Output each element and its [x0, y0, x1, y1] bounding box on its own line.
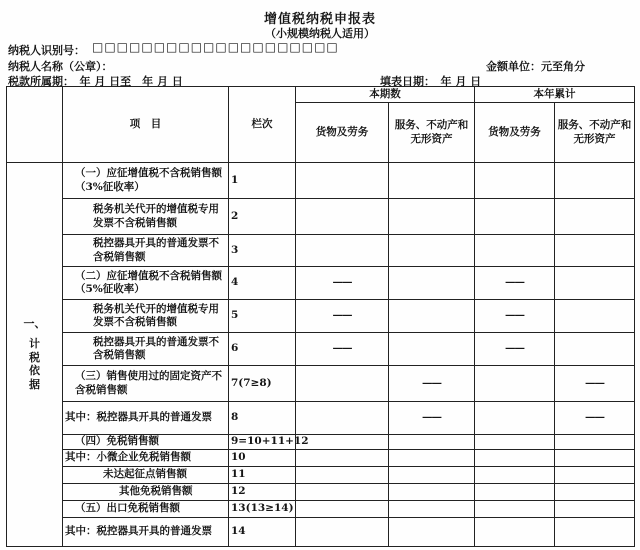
- amount-input-cell[interactable]: [389, 435, 475, 450]
- amount-input-cell[interactable]: [389, 267, 475, 300]
- amount-input-cell[interactable]: [475, 450, 555, 467]
- amount-input-cell[interactable]: [296, 484, 389, 501]
- amount-input-cell[interactable]: [475, 163, 555, 199]
- amount-input-cell[interactable]: [555, 501, 635, 518]
- not-applicable-cell: ——: [475, 267, 555, 300]
- amount-input-cell[interactable]: [555, 163, 635, 199]
- taxpayer-id-label: 纳税人识别号：: [8, 44, 85, 57]
- table-row: [7, 267, 635, 300]
- amount-input-cell[interactable]: [555, 467, 635, 484]
- amount-input-cell[interactable]: [389, 518, 475, 547]
- amount-input-cell[interactable]: [389, 484, 475, 501]
- row-item-label: 其中：税控器具开具的普通发票: [63, 518, 229, 547]
- not-applicable-cell: ——: [296, 333, 389, 366]
- amount-input-cell[interactable]: [475, 518, 555, 547]
- header-item: 项 目: [63, 87, 229, 163]
- table-row: [7, 518, 635, 547]
- not-applicable-cell: ——: [475, 333, 555, 366]
- section-label-char: 据: [29, 378, 40, 392]
- amount-input-cell[interactable]: [475, 467, 555, 484]
- amount-input-cell[interactable]: [555, 518, 635, 547]
- table-row: [7, 235, 635, 267]
- table-row: [7, 467, 635, 484]
- row-item-label: 其他免税销售额: [63, 484, 229, 501]
- form-title: 增值税纳税申报表: [263, 12, 376, 27]
- row-line-number: 3: [229, 235, 296, 267]
- not-applicable-cell: ——: [296, 267, 389, 300]
- amount-input-cell[interactable]: [555, 333, 635, 366]
- amount-input-cell[interactable]: [475, 366, 555, 402]
- tax-period: 税款所属期： 年 月 日至 年 月 日: [8, 75, 183, 88]
- row-line-number: 10: [229, 450, 296, 467]
- amount-input-cell[interactable]: [389, 467, 475, 484]
- row-line-number: 13(13≥14): [229, 501, 296, 518]
- amount-input-cell[interactable]: [475, 199, 555, 235]
- amount-input-cell[interactable]: [389, 300, 475, 333]
- amount-input-cell[interactable]: [389, 333, 475, 366]
- amount-input-cell[interactable]: [296, 450, 389, 467]
- row-line-number: 6: [229, 333, 296, 366]
- row-item-label: 未达起征点销售额: [63, 467, 229, 484]
- header-line: 栏次: [229, 87, 296, 163]
- table-row: [7, 402, 635, 435]
- row-line-number: 1: [229, 163, 296, 199]
- amount-input-cell[interactable]: [389, 501, 475, 518]
- header-current-period: 本期数: [296, 87, 475, 103]
- amount-input-cell[interactable]: [555, 450, 635, 467]
- section-label-char: 一、: [23, 317, 46, 331]
- amount-input-cell[interactable]: [555, 199, 635, 235]
- row-item-label: 其中：税控器具开具的普通发票: [63, 402, 229, 435]
- amount-input-cell[interactable]: [389, 199, 475, 235]
- row-item-label: （三）销售使用过的固定资产不含税销售额: [63, 366, 229, 402]
- row-line-number: 7(7≥8): [229, 366, 296, 402]
- taxpayer-name-label: 纳税人名称（公章）：: [8, 60, 113, 73]
- amount-input-cell[interactable]: [555, 435, 635, 450]
- row-line-number: 2: [229, 199, 296, 235]
- header-services-assets-year: 服务、不动产和无形资产: [555, 103, 635, 163]
- amount-input-cell[interactable]: [389, 163, 475, 199]
- not-applicable-cell: ——: [475, 300, 555, 333]
- amount-input-cell[interactable]: [555, 235, 635, 267]
- not-applicable-cell: ——: [389, 366, 475, 402]
- section-label-char: 计: [29, 336, 40, 350]
- table-row: [7, 199, 635, 235]
- amount-input-cell[interactable]: [296, 501, 389, 518]
- row-item-label: （四）免税销售额: [63, 435, 229, 450]
- amount-input-cell[interactable]: [475, 402, 555, 435]
- table-row: [7, 366, 635, 402]
- amount-input-cell[interactable]: [296, 163, 389, 199]
- row-item-label: （二）应征增值税不含税销售额（5%征收率）: [63, 267, 229, 300]
- amount-input-cell[interactable]: [555, 267, 635, 300]
- amount-input-cell[interactable]: [475, 501, 555, 518]
- section-label-char: 税: [29, 350, 40, 364]
- table-row: [7, 333, 635, 366]
- row-item-label: 税控器具开具的普通发票不含税销售额: [63, 333, 229, 366]
- not-applicable-cell: ——: [555, 402, 635, 435]
- amount-input-cell[interactable]: [296, 467, 389, 484]
- section-label-char: 依: [29, 364, 40, 378]
- amount-input-cell[interactable]: [475, 435, 555, 450]
- row-line-number: 5: [229, 300, 296, 333]
- taxpayer-id-field[interactable]: □□□□□□□□□□□□□□□□□□□□: [92, 40, 339, 54]
- amount-input-cell[interactable]: [389, 450, 475, 467]
- row-line-number: 11: [229, 467, 296, 484]
- fill-date: 填表日期： 年 月 日: [380, 75, 482, 88]
- header-corner: [7, 87, 63, 163]
- not-applicable-cell: ——: [296, 300, 389, 333]
- amount-input-cell[interactable]: [296, 435, 389, 450]
- row-item-label: 税控器具开具的普通发票不含税销售额: [63, 235, 229, 267]
- amount-input-cell[interactable]: [296, 518, 389, 547]
- amount-input-cell[interactable]: [475, 484, 555, 501]
- amount-input-cell[interactable]: [296, 199, 389, 235]
- table-row: [7, 501, 635, 518]
- row-item-label: 税务机关代开的增值税专用发票不含税销售额: [63, 300, 229, 333]
- header-services-assets: 服务、不动产和无形资产: [389, 103, 475, 163]
- amount-input-cell[interactable]: [296, 235, 389, 267]
- not-applicable-cell: ——: [555, 366, 635, 402]
- section-label: [7, 163, 63, 547]
- row-item-label: 税务机关代开的增值税专用发票不含税销售额: [63, 199, 229, 235]
- row-line-number: 8: [229, 402, 296, 435]
- amount-input-cell[interactable]: [296, 366, 389, 402]
- row-line-number: 4: [229, 267, 296, 300]
- declaration-table: [6, 86, 635, 547]
- header-goods-labor-year: 货物及劳务: [475, 103, 555, 163]
- form-subtitle: （小规模纳税人适用）: [265, 27, 375, 40]
- row-line-number: 9=10+11+12: [229, 435, 296, 450]
- row-item-label: （五）出口免税销售额: [63, 501, 229, 518]
- amount-input-cell[interactable]: [555, 484, 635, 501]
- table-row: [7, 300, 635, 333]
- table-row: [7, 450, 635, 467]
- amount-input-cell[interactable]: [555, 300, 635, 333]
- amount-input-cell[interactable]: [475, 235, 555, 267]
- amount-unit: 金额单位：元至角分: [486, 60, 585, 73]
- row-line-number: 14: [229, 518, 296, 547]
- amount-input-cell[interactable]: [296, 402, 389, 435]
- table-row: [7, 484, 635, 501]
- row-item-label: （一）应征增值税不含税销售额（3%征收率）: [63, 163, 229, 199]
- table-row: [7, 163, 635, 199]
- row-item-label: 其中：小微企业免税销售额: [63, 450, 229, 467]
- amount-input-cell[interactable]: [389, 235, 475, 267]
- not-applicable-cell: ——: [389, 402, 475, 435]
- header-goods-labor: 货物及劳务: [296, 103, 389, 163]
- row-line-number: 12: [229, 484, 296, 501]
- header-year-total: 本年累计: [475, 87, 635, 103]
- table-row: [7, 435, 635, 450]
